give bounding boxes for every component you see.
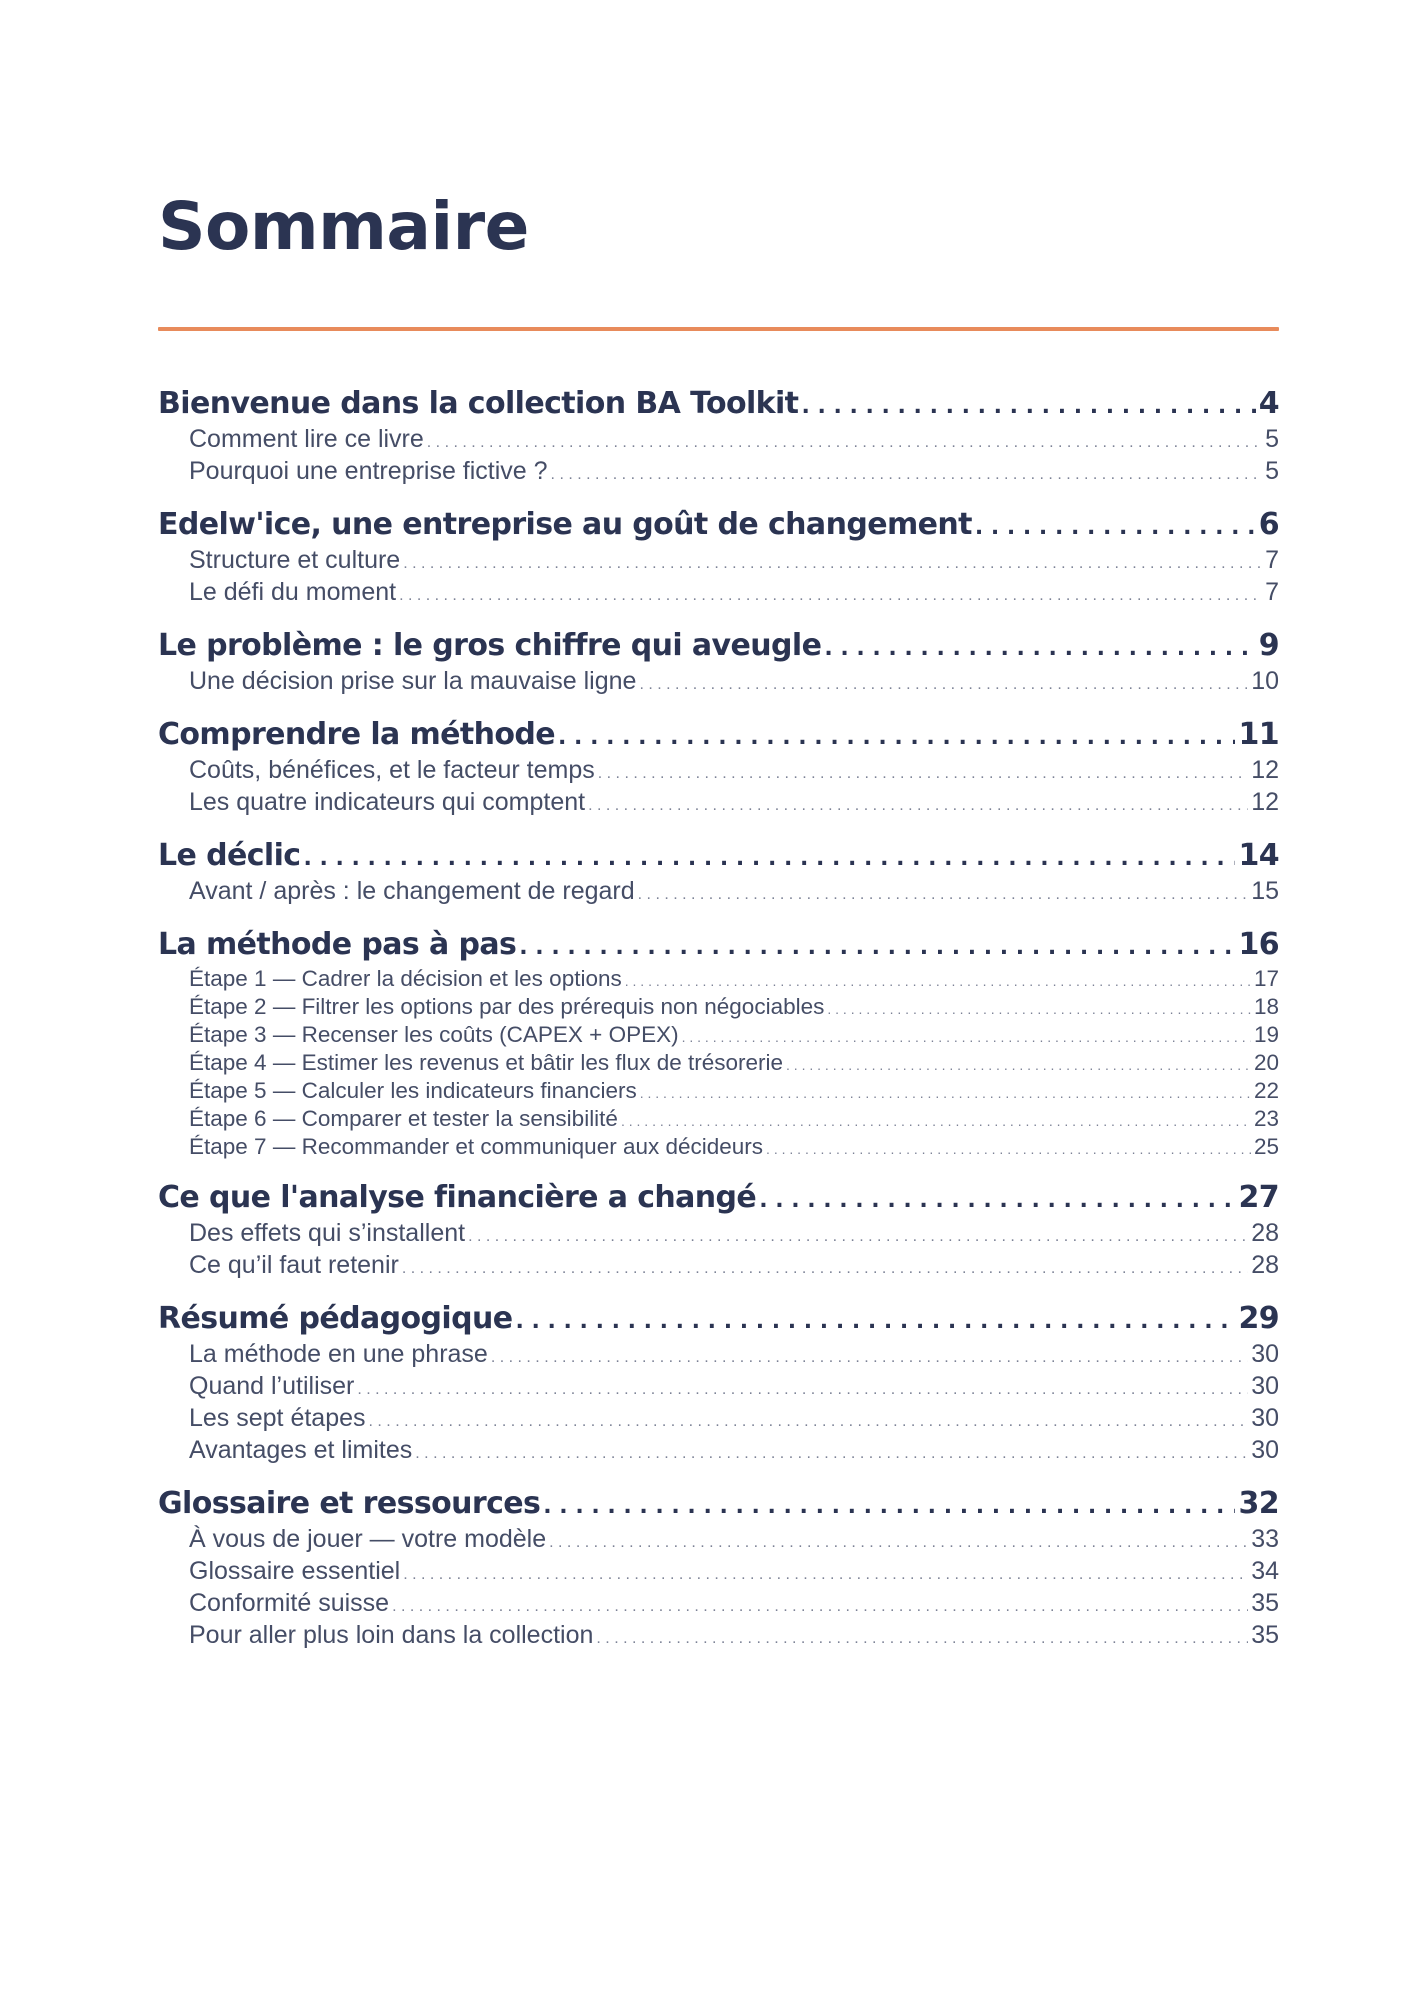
subentry-page-number: 17: [1253, 966, 1279, 991]
subentry-page-number: 10: [1251, 667, 1279, 695]
toc-subentry[interactable]: [158, 578, 1279, 610]
dot-leader: [303, 841, 1235, 877]
dot-leader: [801, 389, 1255, 425]
toc-section: [158, 1301, 1279, 1468]
toc-subentry[interactable]: [158, 788, 1279, 820]
subentry-title: Quand l’utiliser: [189, 1372, 355, 1400]
toc-subentry[interactable]: [158, 1340, 1279, 1372]
chapter-title: Edelw'ice, une entreprise au goût de changement: [158, 507, 972, 542]
subentry-page-number: 19: [1253, 1022, 1279, 1047]
toc-chapter-entry[interactable]: [158, 838, 1279, 877]
toc-subentry[interactable]: [158, 457, 1279, 489]
subentry-title: Étape 7 — Recommander et communiquer aux décideurs: [189, 1134, 764, 1159]
dot-leader: [625, 969, 1251, 994]
dot-leader: [638, 880, 1249, 909]
toc-subentry[interactable]: [158, 1436, 1279, 1468]
subentry-page-number: 30: [1251, 1340, 1279, 1368]
subentry-title: Glossaire essentiel: [189, 1557, 401, 1585]
chapter-title: Le problème : le gros chiffre qui aveugle: [158, 628, 822, 663]
chapter-title: La méthode pas à pas: [158, 927, 517, 962]
subentry-page-number: 7: [1265, 546, 1279, 574]
toc-subentry[interactable]: [158, 1050, 1279, 1078]
chapter-page-number: 11: [1238, 717, 1279, 752]
subentry-title: La méthode en une phrase: [189, 1340, 488, 1368]
chapter-title: Glossaire et ressources: [158, 1486, 541, 1521]
subentry-page-number: 15: [1251, 877, 1279, 905]
subentry-page-number: 30: [1251, 1372, 1279, 1400]
subentry-page-number: 25: [1253, 1134, 1279, 1159]
subentry-title: Ce qu’il faut retenir: [189, 1251, 399, 1279]
toc-subentry[interactable]: [158, 1078, 1279, 1106]
subentry-title: Étape 6 — Comparer et tester la sensibilité: [189, 1106, 618, 1131]
toc-subentry[interactable]: [158, 546, 1279, 578]
dot-leader: [415, 1439, 1248, 1468]
subentry-page-number: 5: [1265, 425, 1279, 453]
dot-leader: [427, 428, 1262, 457]
page-title: Sommaire: [158, 188, 529, 265]
dot-leader: [588, 791, 1248, 820]
toc-chapter-entry[interactable]: [158, 1301, 1279, 1340]
toc-chapter-entry[interactable]: [158, 628, 1279, 667]
subentry-title: Des effets qui s’installent: [189, 1219, 466, 1247]
toc-subentry[interactable]: [158, 756, 1279, 788]
chapter-title: Comprendre la méthode: [158, 717, 556, 752]
subentry-page-number: 30: [1251, 1404, 1279, 1432]
subentry-page-number: 28: [1251, 1219, 1279, 1247]
subentry-page-number: 7: [1265, 578, 1279, 606]
toc-chapter-entry[interactable]: [158, 1486, 1279, 1525]
subentry-page-number: 23: [1253, 1106, 1279, 1131]
toc-subentry[interactable]: [158, 994, 1279, 1022]
dot-leader: [468, 1222, 1248, 1251]
toc-section: [158, 1180, 1279, 1283]
subentry-title: Pour aller plus loin dans la collection: [189, 1621, 594, 1649]
toc-subentry[interactable]: [158, 966, 1279, 994]
toc-subentry[interactable]: [158, 1251, 1279, 1283]
dot-leader: [759, 1183, 1235, 1219]
subentry-page-number: 22: [1253, 1078, 1279, 1103]
toc-subentry[interactable]: [158, 1404, 1279, 1436]
toc-subentry[interactable]: [158, 1589, 1279, 1621]
toc-chapter-entry[interactable]: [158, 507, 1279, 546]
toc-subentry[interactable]: [158, 1106, 1279, 1134]
dot-leader: [827, 997, 1251, 1022]
subentry-page-number: 33: [1251, 1525, 1279, 1553]
dot-leader: [491, 1343, 1248, 1372]
toc-subentry[interactable]: [158, 1557, 1279, 1589]
toc-section: [158, 838, 1279, 909]
toc-section: [158, 927, 1279, 1162]
subentry-page-number: 20: [1253, 1050, 1279, 1075]
chapter-page-number: 29: [1238, 1301, 1279, 1336]
toc-subentry[interactable]: [158, 1621, 1279, 1653]
subentry-page-number: 18: [1253, 994, 1279, 1019]
subentry-title: Structure et culture: [189, 546, 401, 574]
dot-leader: [621, 1109, 1251, 1134]
chapter-page-number: 16: [1238, 927, 1279, 962]
subentry-title: Étape 5 — Calculer les indicateurs financiers: [189, 1078, 637, 1103]
chapter-page-number: 14: [1238, 838, 1279, 873]
subentry-title: Comment lire ce livre: [189, 425, 424, 453]
subentry-title: Les sept étapes: [189, 1404, 366, 1432]
toc-subentry[interactable]: [158, 667, 1279, 699]
dot-leader: [975, 510, 1256, 546]
subentry-title: Pourquoi une entreprise fictive ?: [189, 457, 548, 485]
dot-leader: [596, 1624, 1248, 1653]
toc-subentry[interactable]: [158, 1219, 1279, 1251]
dot-leader: [543, 1489, 1235, 1525]
subentry-title: Avantages et limites: [189, 1436, 413, 1464]
subentry-title: Étape 2 — Filtrer les options par des prérequis non négociables: [189, 994, 825, 1019]
chapter-page-number: 32: [1238, 1486, 1279, 1521]
toc-subentry[interactable]: [158, 1134, 1279, 1162]
dot-leader: [369, 1407, 1249, 1436]
subentry-page-number: 28: [1251, 1251, 1279, 1279]
toc-chapter-entry[interactable]: [158, 717, 1279, 756]
toc-chapter-entry[interactable]: [158, 1180, 1279, 1219]
subentry-title: Conformité suisse: [189, 1589, 390, 1617]
dot-leader: [766, 1137, 1251, 1162]
table-of-contents: [158, 386, 1279, 1671]
toc-chapter-entry[interactable]: [158, 386, 1279, 425]
subentry-page-number: 35: [1251, 1589, 1279, 1617]
dot-leader: [357, 1375, 1248, 1404]
dot-leader: [551, 460, 1263, 489]
subentry-title: Avant / après : le changement de regard: [189, 877, 635, 905]
dot-leader: [639, 670, 1248, 699]
dot-leader: [403, 1560, 1248, 1589]
dot-leader: [549, 1528, 1248, 1557]
toc-subentry[interactable]: [158, 425, 1279, 457]
subentry-page-number: 30: [1251, 1436, 1279, 1464]
dot-leader: [402, 1254, 1248, 1283]
chapter-page-number: 27: [1238, 1180, 1279, 1215]
subentry-page-number: 34: [1251, 1557, 1279, 1585]
title-divider: [158, 327, 1279, 331]
dot-leader: [824, 631, 1255, 667]
subentry-title: À vous de jouer — votre modèle: [189, 1525, 547, 1553]
toc-section: [158, 386, 1279, 489]
toc-chapter-entry[interactable]: [158, 927, 1279, 966]
toc-section: [158, 717, 1279, 820]
chapter-title: Résumé pédagogique: [158, 1301, 513, 1336]
dot-leader: [519, 930, 1235, 966]
subentry-title: Les quatre indicateurs qui comptent: [189, 788, 586, 816]
dot-leader: [786, 1053, 1251, 1078]
dot-leader: [682, 1025, 1251, 1050]
dot-leader: [640, 1081, 1251, 1106]
subentry-page-number: 12: [1251, 788, 1279, 816]
chapter-title: Ce que l'analyse financière a changé: [158, 1180, 757, 1215]
subentry-title: Le défi du moment: [189, 578, 397, 606]
subentry-title: Étape 4 — Estimer les revenus et bâtir les flux de trésorerie: [189, 1050, 784, 1075]
toc-subentry[interactable]: [158, 1022, 1279, 1050]
toc-subentry[interactable]: [158, 877, 1279, 909]
subentry-title: Une décision prise sur la mauvaise ligne: [189, 667, 637, 695]
subentry-title: Étape 3 — Recenser les coûts (CAPEX + OPEX): [189, 1022, 679, 1047]
chapter-title: Bienvenue dans la collection BA Toolkit: [158, 386, 799, 421]
chapter-page-number: 4: [1258, 386, 1279, 421]
dot-leader: [598, 759, 1248, 788]
subentry-title: Coûts, bénéfices, et le facteur temps: [189, 756, 595, 784]
dot-leader: [515, 1304, 1235, 1340]
subentry-page-number: 12: [1251, 756, 1279, 784]
chapter-page-number: 6: [1258, 507, 1279, 542]
subentry-title: Étape 1 — Cadrer la décision et les options: [189, 966, 622, 991]
toc-subentry[interactable]: [158, 1372, 1279, 1404]
subentry-page-number: 35: [1251, 1621, 1279, 1649]
subentry-page-number: 5: [1265, 457, 1279, 485]
dot-leader: [403, 549, 1262, 578]
dot-leader: [392, 1592, 1248, 1621]
dot-leader: [558, 720, 1235, 756]
toc-section: [158, 507, 1279, 610]
toc-subentry[interactable]: [158, 1525, 1279, 1557]
toc-section: [158, 1486, 1279, 1653]
chapter-page-number: 9: [1258, 628, 1279, 663]
toc-section: [158, 628, 1279, 699]
chapter-title: Le déclic: [158, 838, 301, 873]
dot-leader: [399, 581, 1262, 610]
